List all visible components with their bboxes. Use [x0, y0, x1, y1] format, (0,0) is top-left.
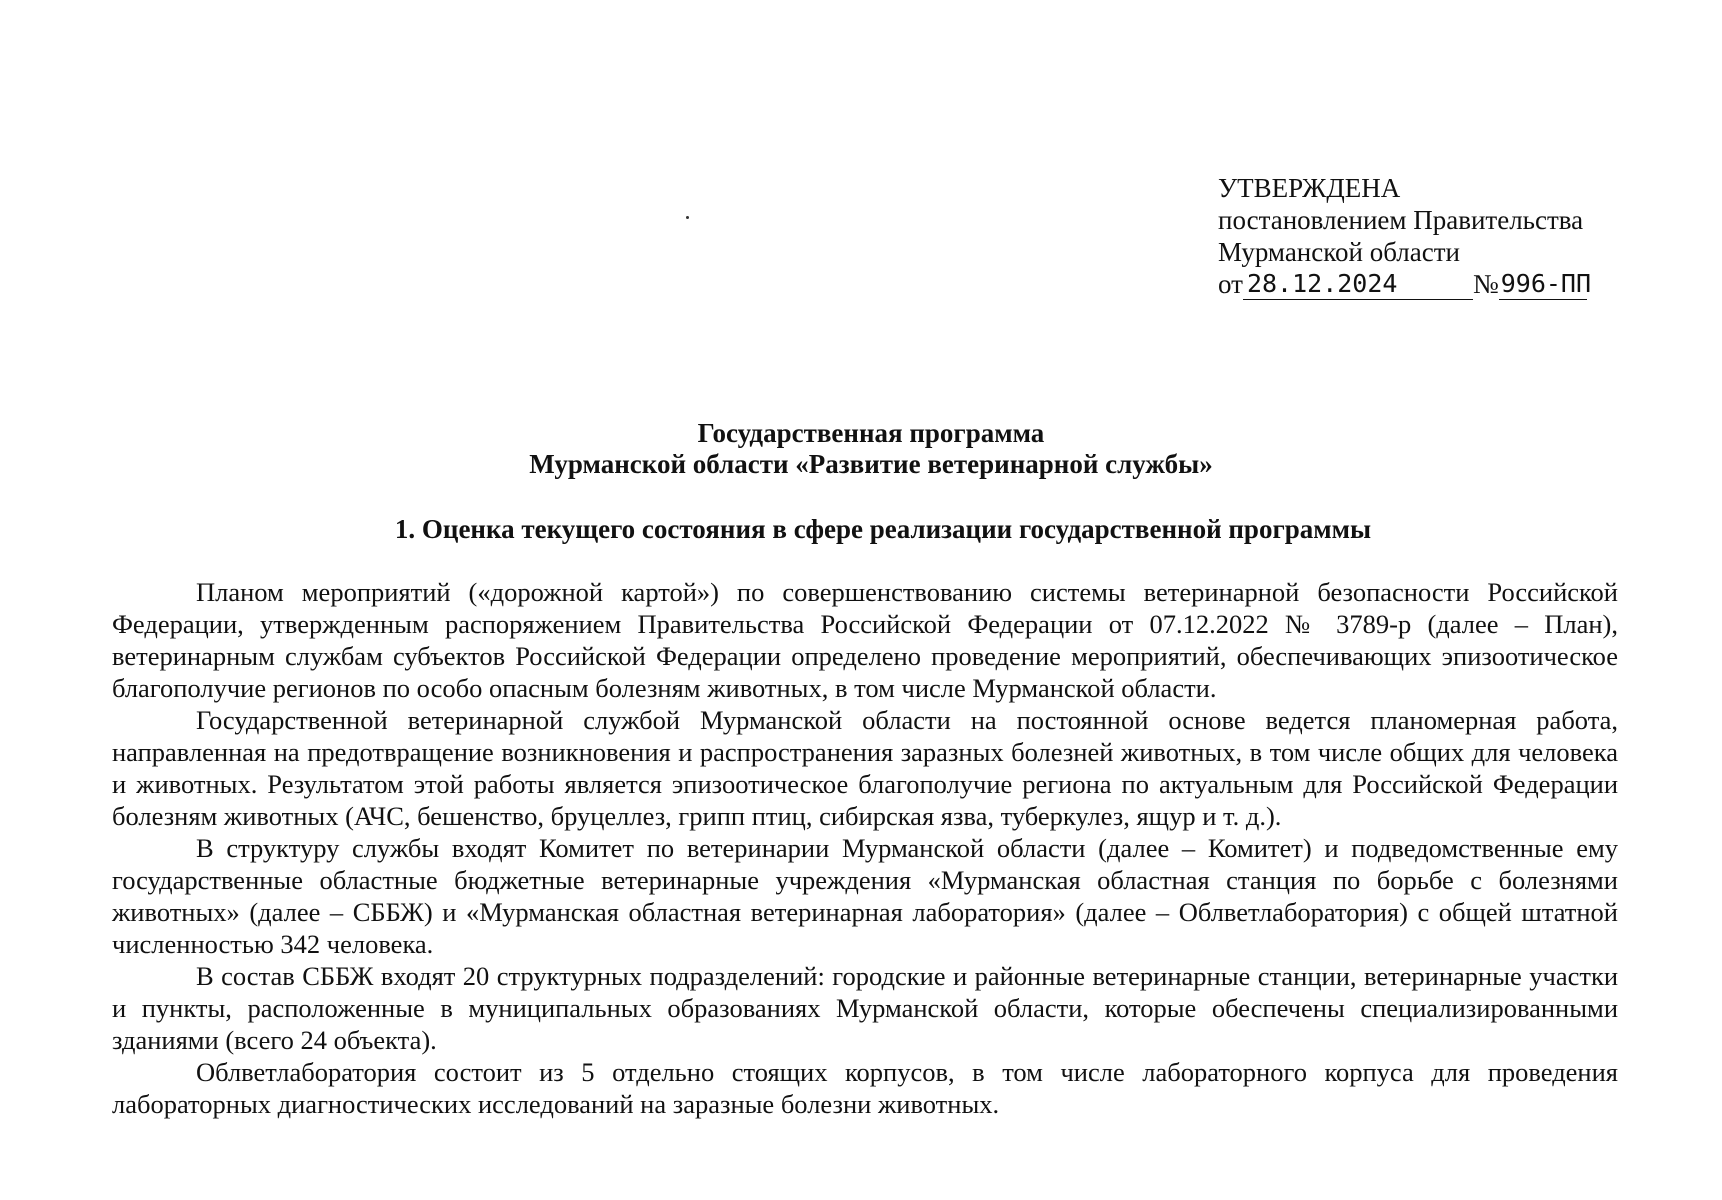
paragraph: Государственной ветеринарной службой Мурманской области на постоянной основе ведется планомерная работа, направленная на предотвращение возникновения и распространения заразных болезней животных, в том числе общих для человека и животных. Результатом этой работы является эпизоотическое благополучие региона по актуальным для Российской Федерации болезням животных (АЧС, бешенство, бруцеллез, грипп птиц, сибирская язва, туберкулез, ящур и т. д.). — [112, 705, 1618, 831]
approval-line-2: Мурманской области — [1218, 237, 1460, 267]
approval-number: 996-ПП — [1500, 269, 1592, 298]
paragraph: В состав СББЖ входят 20 структурных подразделений: городские и районные ветеринарные станции, ветеринарные участки и пункты, расположенные в муниципальных образованиях Мурманской области, которые обеспечены специализированными зданиями (всего 24 объекта). — [112, 961, 1618, 1055]
program-title-line-1: Государственная программа — [697, 418, 1045, 448]
body-text — [112, 576, 1618, 1120]
paragraph: Планом мероприятий («дорожной картой») по совершенствованию системы ветеринарной безопасности Российской Федерации, утвержденным распоряжением Правительства Российской Федерации от 07.12.2022 № 3789-р (далее – План), ветеринарным службам субъектов Российской Федерации определено проведение мероприятий, обеспечивающих эпизоотическое благополучие регионов по особо опасным болезням животных, в том числе Мурманской области. — [112, 577, 1618, 703]
approval-line-1: постановлением Правительства — [1218, 205, 1584, 235]
approval-date: 28.12.2024 — [1243, 270, 1473, 300]
program-title-line-2: Мурманской области «Развитие ветеринарной службы» — [529, 449, 1213, 479]
section-heading: 1. Оценка текущего состояния в сфере реализации государственной программы — [394, 514, 1372, 544]
paragraph: В структуру службы входят Комитет по ветеринарии Мурманской области (далее – Комитет) и подведомственные ему государственные областные бюджетные ветеринарные учреждения «Мурманская областная станция по борьбе с болезнями животных» (далее – СББЖ) и «Мурманская областная ветеринарная лаборатория» (далее – Облветлаборатория) с общей штатной численностью 342 человека. — [112, 833, 1618, 959]
scan-speck — [686, 216, 689, 219]
approval-stamp — [1218, 172, 1592, 300]
approval-date-number-row — [1218, 268, 1592, 300]
section-heading-block — [0, 514, 1722, 545]
number-prefix: № — [1472, 269, 1499, 299]
paragraph: Облветлаборатория состоит из 5 отдельно стоящих корпусов, в том числе лабораторного корпуса для проведения лабораторных диагностических исследований на заразные болезни животных. — [112, 1057, 1618, 1119]
program-title — [0, 418, 1722, 480]
date-prefix: от — [1218, 269, 1243, 299]
approval-heading: УТВЕРЖДЕНА — [1218, 173, 1401, 203]
